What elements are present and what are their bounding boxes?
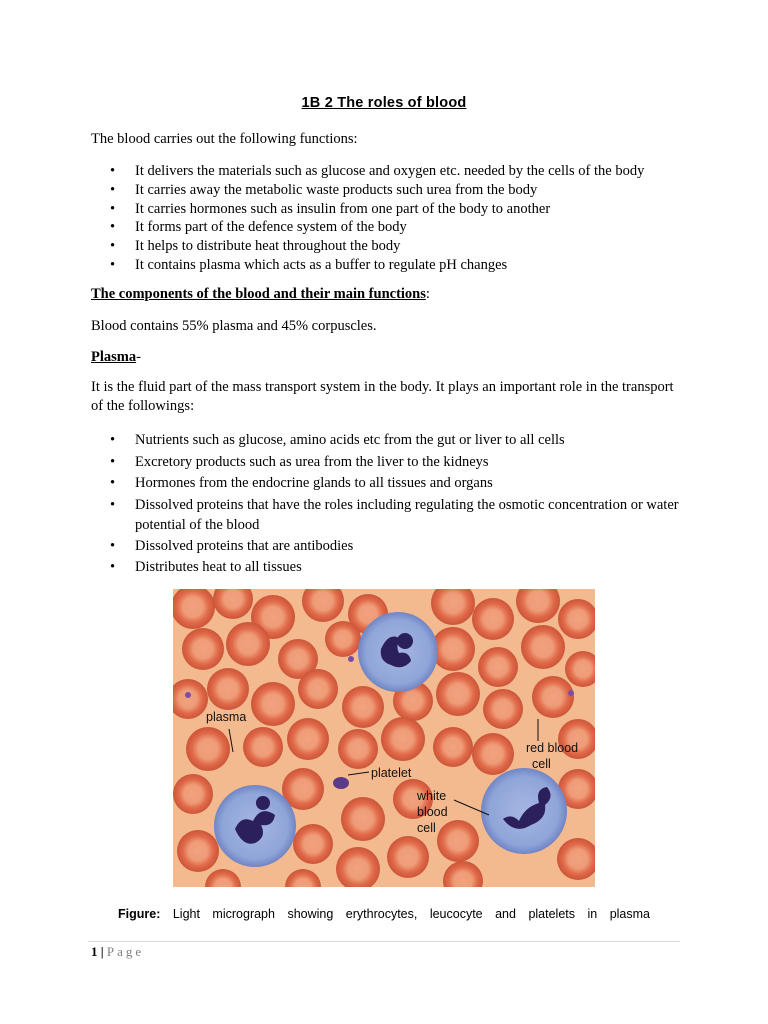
page-title: 1B 2 The roles of blood <box>301 95 467 111</box>
platelet-dot <box>185 692 191 698</box>
red-blood-cell <box>177 830 219 872</box>
red-blood-cell <box>287 718 329 760</box>
list-item: • Distributes heat to all tissues <box>110 557 680 579</box>
plasma-description: It is the fluid part of the mass transport system in the body. It plays an important role in the transport of the followings: <box>91 379 674 414</box>
page-number: 1 <box>91 944 98 959</box>
red-blood-cell <box>226 622 270 666</box>
components-heading <box>91 285 430 304</box>
white-blood-cell-right <box>481 768 567 854</box>
list-item: • It carries away the metabolic waste products such urea from the body <box>110 181 644 200</box>
micrograph-image <box>173 589 595 887</box>
components-heading-colon: : <box>425 286 430 302</box>
red-blood-cell <box>207 668 249 710</box>
intro-text: The blood carries out the following functions: <box>91 131 358 147</box>
figure-caption <box>118 907 650 921</box>
red-blood-cell <box>325 621 361 657</box>
red-blood-cell <box>472 733 514 775</box>
caption-text: Light micrograph showing erythrocytes, leucocyte and platelets in plasma <box>160 907 650 921</box>
plasma-heading <box>91 348 141 367</box>
red-blood-cell-label: cell <box>532 757 551 771</box>
white-blood-cell-top <box>358 612 438 692</box>
functions-list <box>110 162 644 275</box>
platelet-dot <box>348 656 354 662</box>
red-blood-cell <box>433 727 473 767</box>
white-blood-cell-label: white <box>417 789 447 803</box>
list-item: • It forms part of the defence system of the body <box>110 218 644 237</box>
white-blood-cell-label: blood <box>417 805 448 819</box>
page-label: Page <box>106 944 145 959</box>
red-blood-cell <box>437 820 479 862</box>
plasma-heading-dash: - <box>136 349 141 365</box>
red-blood-cell <box>521 625 565 669</box>
list-item: • It delivers the materials such as glucose and oxygen etc. needed by the cells of the body <box>110 162 644 181</box>
list-item: • Dissolved proteins that are antibodies <box>110 536 680 558</box>
platelet-dot <box>333 777 349 789</box>
red-blood-cell <box>251 682 295 726</box>
red-blood-cell <box>243 727 283 767</box>
red-blood-cell <box>381 717 425 761</box>
components-heading-text: The components of the blood and their main functions <box>91 286 426 302</box>
platelet-dot <box>568 690 574 696</box>
red-blood-cell <box>173 774 213 814</box>
page-footer <box>91 944 144 960</box>
red-blood-cell <box>186 727 230 771</box>
list-item: • Hormones from the endocrine glands to all tissues and organs <box>110 473 680 495</box>
list-item: • Dissolved proteins that have the roles including regulating the osmotic concentration or water potential of the blood <box>110 495 680 536</box>
red-blood-cell <box>532 676 574 718</box>
footer-separator: | <box>97 944 107 959</box>
list-item: • It contains plasma which acts as a buffer to regulate pH changes <box>110 256 644 275</box>
red-blood-cell-label: red blood <box>526 741 579 755</box>
red-blood-cell <box>387 836 429 878</box>
red-blood-cell <box>436 672 480 716</box>
platelet-label: platelet <box>371 766 412 780</box>
red-blood-cell <box>298 669 338 709</box>
white-blood-cell-label: cell <box>417 821 436 835</box>
blood-micrograph <box>173 589 595 887</box>
plasma-roles-list <box>110 430 680 579</box>
caption-label: Figure: <box>118 907 161 921</box>
red-blood-cell <box>182 628 224 670</box>
list-item: • It helps to distribute heat throughout the body <box>110 237 644 256</box>
red-blood-cell <box>472 598 514 640</box>
red-blood-cell <box>342 686 384 728</box>
list-item: • Nutrients such as glucose, amino acids etc from the gut or liver to all cells <box>110 430 680 452</box>
red-blood-cell <box>293 824 333 864</box>
red-blood-cell <box>338 729 378 769</box>
red-blood-cell <box>483 689 523 729</box>
list-item: • It carries hormones such as insulin from one part of the body to another <box>110 200 644 219</box>
plasma-heading-text: Plasma <box>91 349 137 365</box>
plasma-label: plasma <box>206 710 247 724</box>
composition-text: Blood contains 55% plasma and 45% corpuscles. <box>91 318 377 334</box>
footer-divider <box>88 941 680 942</box>
white-blood-cell-left <box>214 785 296 867</box>
red-blood-cell <box>341 797 385 841</box>
red-blood-cell <box>478 647 518 687</box>
list-item: • Excretory products such as urea from the liver to the kidneys <box>110 452 680 474</box>
